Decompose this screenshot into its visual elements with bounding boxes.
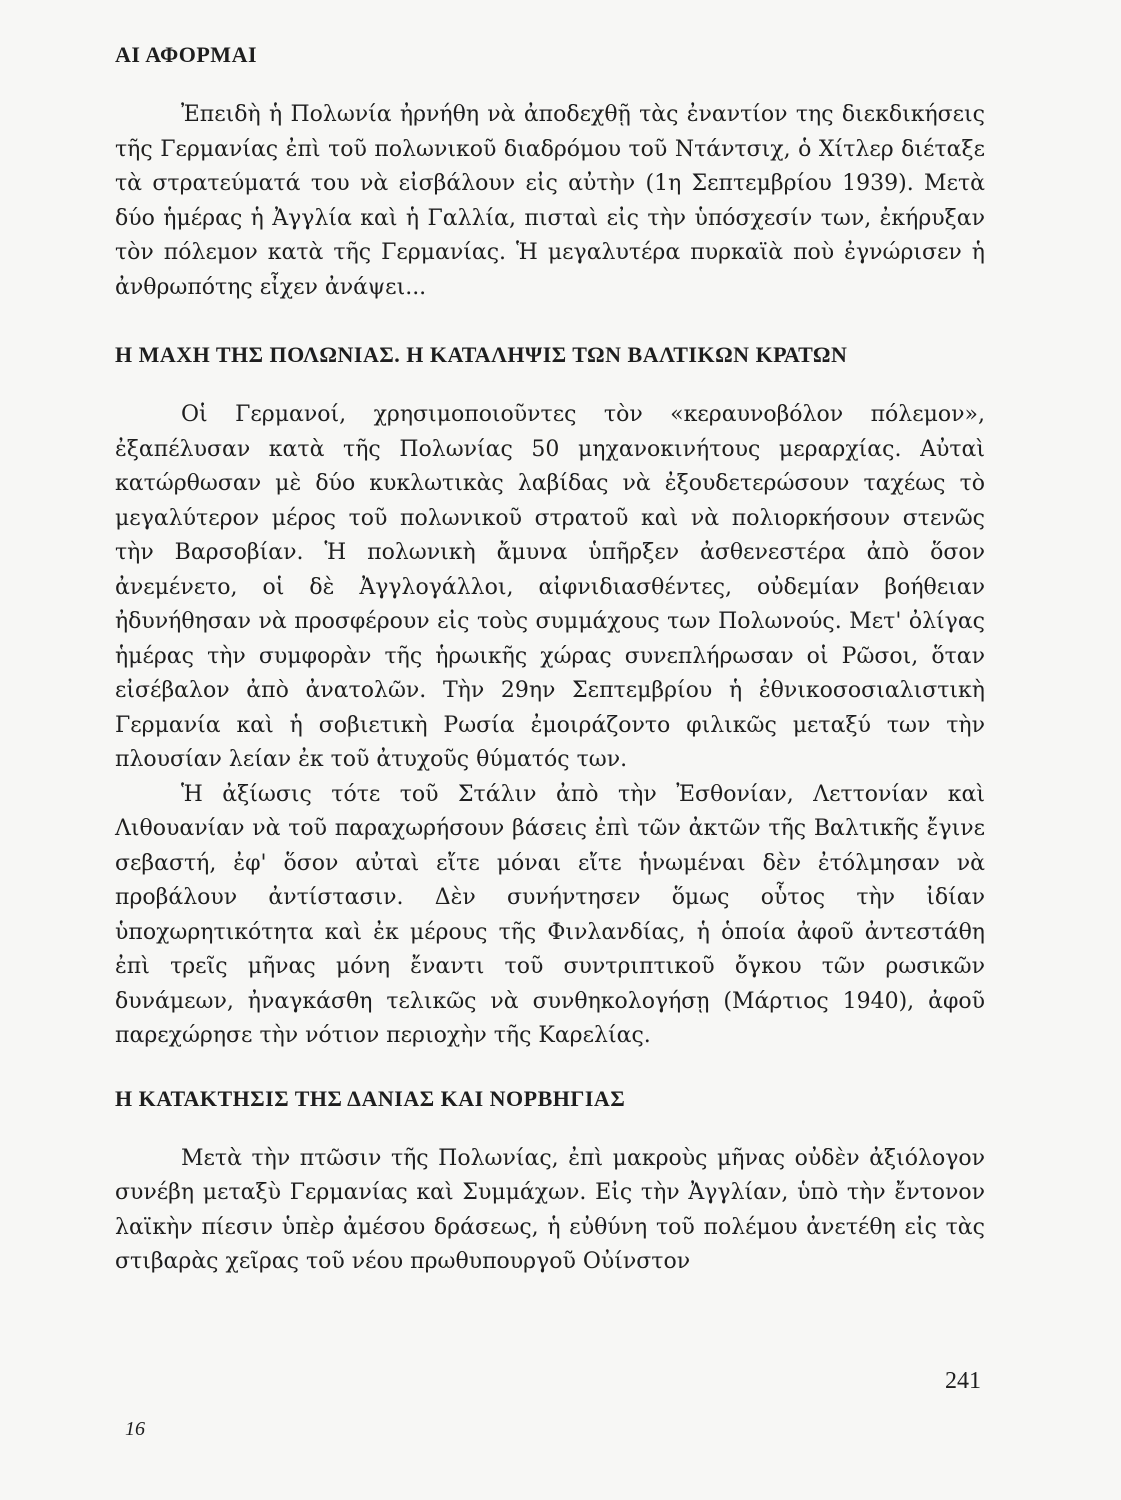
page-body: [115, 40, 985, 1280]
page-number: 241: [945, 1368, 981, 1394]
paragraph-causes: Ἐπειδὴ ἡ Πολωνία ἠρνήθη νὰ ἀποδεχθῇ τὰς ἐναντίον της διεκδικήσεις τῆς Γερμανίας ἐπὶ τοῦ πολωνικοῦ διαδρόμου τοῦ Ντάντσιχ, ὁ Χίτλερ διέταξε τὰ στρατεύματά του νὰ εἰσβάλουν εἰς αὐτὴν (1η Σεπτεμβρίου 1939). Μετὰ δύο ἡμέρας ἡ Ἀγγλία καὶ ἡ Γαλλία, πισταὶ εἰς τὴν ὑπόσχεσίν των, ἐκήρυξαν τὸν πόλεμον κατὰ τῆς Γερμανίας. Ἡ μεγαλυτέρα πυρκαϊὰ ποὺ ἐγνώρισεν ἡ ἀνθρωπότης εἶχεν ἀνάψει...: [115, 102, 985, 300]
signature-mark: 16: [125, 1418, 145, 1440]
paragraph-baltic-states: Ἡ ἀξίωσις τότε τοῦ Στάλιν ἀπὸ τὴν Ἐσθονίαν, Λεττονίαν καὶ Λιθουανίαν νὰ τοῦ παραχωρήσουν βάσεις ἐπὶ τῶν ἀκτῶν τῆς Βαλτικῆς ἔγινε σεβαστή, ἐφ' ὅσον αὐταὶ εἴτε μόναι εἴτε ἡνωμέναι δὲν ἐτόλμησαν νὰ προβάλουν ἀντίστασιν. Δὲν συνήντησεν ὅμως οὗτος τὴν ἰδίαν ὑποχωρητικότητα καὶ ἐκ μέρους τῆς Φινλανδίας, ἡ ὁποία ἀφοῦ ἀντεστάθη ἐπὶ τρεῖς μῆνας μόνη ἔναντι τοῦ συντριπτικοῦ ὄγκου τῶν ρωσικῶν δυνάμεων, ἠναγκάσθη τελικῶς νὰ συνθηκολογήσῃ (Μάρτιος 1940), ἀφοῦ παρεχώρησε τὴν νότιον περιοχὴν τῆς Καρελίας.: [115, 781, 985, 1048]
section-heading-battle-of-poland: Η ΜΑΧΗ ΤΗΣ ΠΟΛΩΝΙΑΣ. Η ΚΑΤΑΛΗΨΙΣ ΤΩΝ ΒΑΛΤΙΚΩΝ ΚΡΑΤΩΝ: [115, 342, 848, 367]
paragraph-battle-of-poland: Οἱ Γερμανοί, χρησιμοποιοῦντες τὸν «κεραυνοβόλον πόλεμον», ἐξαπέλυσαν κατὰ τῆς Πολωνίας 50 μηχανοκινήτους μεραρχίας. Αὐταὶ κατώρθωσαν μὲ δύο κυκλωτικὰς λαβίδας νὰ ἐξουδετερώσουν ταχέως τὸ μεγαλύτερον μέρος τοῦ πολωνικοῦ στρατοῦ καὶ νὰ πολιορκήσουν στενῶς τὴν Βαρσοβίαν. Ἡ πολωνικὴ ἄμυνα ὑπῆρξεν ἀσθενεστέρα ἀπὸ ὅσον ἀνεμένετο, οἱ δὲ Ἀγγλογάλλοι, αἰφνιδιασθέντες, οὐδεμίαν βοήθειαν ἠδυνήθησαν νὰ προσφέρουν εἰς τοὺς συμμάχους των Πολωνούς. Μετ' ὀλίγας ἡμέρας τὴν συμφορὰν τῆς ἡρωικῆς χώρας συνεπλήρωσαν οἱ Ρῶσοι, ὅταν εἰσέβαλον ἀπὸ ἀνατολῶν. Τὴν 29ην Σεπτεμβρίου ἡ ἐθνικοσοσιαλιστικὴ Γερμανία καὶ ἡ σοβιετικὴ Ρωσία ἐμοιράζοντο φιλικῶς μεταξύ των τὴν πλουσίαν λείαν ἐκ τοῦ ἀτυχοῦς θύματός των.: [115, 402, 985, 772]
paragraph-denmark-norway: Μετὰ τὴν πτῶσιν τῆς Πολωνίας, ἐπὶ μακροὺς μῆνας οὐδὲν ἀξιόλογον συνέβη μεταξὺ Γερμανίας καὶ Συμμάχων. Εἰς τὴν Ἀγγλίαν, ὑπὸ τὴν ἔντονον λαϊκὴν πίεσιν ὑπὲρ ἀμέσου δράσεως, ἡ εὐθύνη τοῦ πολέμου ἀνετέθη εἰς τὰς στιβαρὰς χεῖρας τοῦ νέου πρωθυπουργοῦ Οὐίνστον: [115, 1145, 985, 1274]
section-heading-causes: ΑΙ ΑΦΟΡΜΑΙ: [115, 42, 258, 67]
section-heading-denmark-norway: Η ΚΑΤΑΚΤΗΣΙΣ ΤΗΣ ΔΑΝΙΑΣ ΚΑΙ ΝΟΡΒΗΓΙΑΣ: [115, 1085, 626, 1111]
